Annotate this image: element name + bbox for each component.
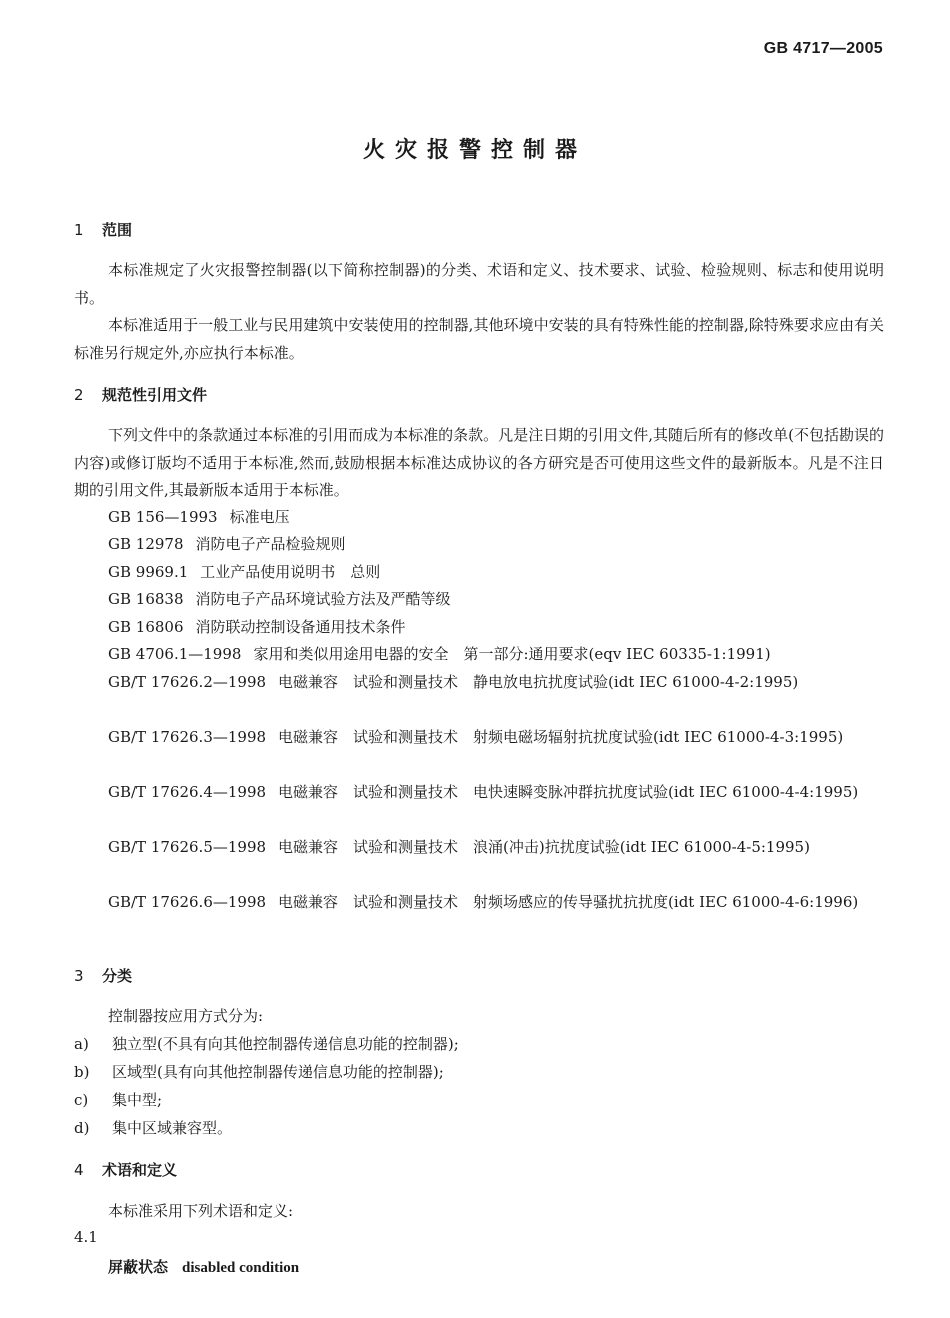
section-title: 分类 xyxy=(102,967,133,985)
reference-title: 电磁兼容 试验和测量技术 浪涌(冲击)抗扰度试验(idt IEC 61000-4-5:1995) xyxy=(278,838,810,856)
reference-title: 电磁兼容 试验和测量技术 射频场感应的传导骚扰抗扰度(idt IEC 61000-4-6:1996) xyxy=(278,893,859,911)
reference-code: GB/T 17626.3—1998 xyxy=(108,728,267,746)
subsection-number: 4.1 xyxy=(74,1228,98,1246)
section-title: 规范性引用文件 xyxy=(102,386,208,404)
reference-item xyxy=(108,586,451,614)
reference-code: GB/T 17626.2—1998 xyxy=(108,673,267,691)
reference-item xyxy=(108,641,771,669)
reference-item xyxy=(74,834,884,862)
reference-title: 工业产品使用说明书 总则 xyxy=(200,563,381,581)
term-entry xyxy=(108,1256,299,1277)
term-english: disabled condition xyxy=(182,1260,300,1276)
reference-title: 电磁兼容 试验和测量技术 电快速瞬变脉冲群抗扰度试验(idt IEC 61000-4-4:1995) xyxy=(278,783,859,801)
reference-code: GB 16838 xyxy=(108,590,184,608)
standard-code: GB 4717—2005 xyxy=(763,40,883,57)
reference-item xyxy=(108,559,380,587)
section-4-intro: 本标准采用下列术语和定义: xyxy=(108,1202,294,1220)
list-label: a) xyxy=(74,1035,89,1053)
list-item xyxy=(74,1061,444,1082)
section-number: 2 xyxy=(74,386,84,404)
reference-code: GB/T 17626.4—1998 xyxy=(108,783,267,801)
section-3-heading xyxy=(74,965,132,986)
section-title: 范围 xyxy=(102,221,133,239)
list-text: 集中型; xyxy=(112,1091,163,1109)
document-title: 火灾报警控制器 xyxy=(362,138,587,163)
reference-code: GB/T 17626.5—1998 xyxy=(108,838,267,856)
reference-item xyxy=(74,889,884,917)
list-item xyxy=(74,1117,232,1138)
reference-item xyxy=(108,614,406,642)
reference-title: 消防电子产品环境试验方法及严酷等级 xyxy=(195,590,451,608)
reference-title: 电磁兼容 试验和测量技术 射频电磁场辐射抗扰度试验(idt IEC 61000-4-3:1995) xyxy=(278,728,844,746)
list-label: b) xyxy=(74,1063,90,1081)
reference-code: GB 12978 xyxy=(108,535,184,553)
reference-code: GB/T 17626.6—1998 xyxy=(108,893,267,911)
reference-code: GB 16806 xyxy=(108,618,184,636)
section-2-heading xyxy=(74,384,207,405)
section-4-heading xyxy=(74,1159,177,1180)
section-number: 3 xyxy=(74,967,84,985)
reference-title: 家用和类似用途用电器的安全 第一部分:通用要求(eqv IEC 60335-1:1991) xyxy=(253,645,771,663)
list-text: 区域型(具有向其他控制器传递信息功能的控制器); xyxy=(112,1063,444,1081)
section-2-intro: 下列文件中的条款通过本标准的引用而成为本标准的条款。凡是注日期的引用文件,其随后所有的修改单(不包括勘误的内容)或修订版均不适用于本标准,然而,鼓励根据本标准达成协议的各方研究是否可使用这些文件的最新版本。凡是不注日期的引用文件,其最新版本适用于本标准。 xyxy=(74,426,884,499)
reference-code: GB 156—1993 xyxy=(108,508,218,526)
reference-item xyxy=(74,724,884,752)
list-text: 独立型(不具有向其他控制器传递信息功能的控制器); xyxy=(112,1035,459,1053)
reference-title: 消防电子产品检验规则 xyxy=(195,535,346,553)
reference-code: GB 9969.1 xyxy=(108,563,189,581)
reference-item xyxy=(108,531,346,559)
reference-title: 标准电压 xyxy=(229,508,290,526)
reference-item xyxy=(74,669,884,697)
list-label: c) xyxy=(74,1091,89,1109)
term-chinese: 屏蔽状态 xyxy=(108,1258,169,1276)
section-1-heading xyxy=(74,219,132,240)
section-number: 1 xyxy=(74,221,84,239)
list-item xyxy=(74,1089,162,1110)
section-3-intro: 控制器按应用方式分为: xyxy=(108,1007,264,1025)
list-item xyxy=(74,1033,459,1054)
section-title: 术语和定义 xyxy=(102,1161,178,1179)
list-label: d) xyxy=(74,1119,90,1137)
reference-item xyxy=(74,779,884,807)
section-number: 4 xyxy=(74,1161,84,1179)
section-1-paragraph-1: 本标准规定了火灾报警控制器(以下简称控制器)的分类、术语和定义、技术要求、试验、检验规则、标志和使用说明书。 xyxy=(74,261,884,307)
list-text: 集中区域兼容型。 xyxy=(112,1119,233,1137)
reference-title: 消防联动控制设备通用技术条件 xyxy=(195,618,406,636)
section-1-paragraph-2: 本标准适用于一般工业与民用建筑中安装使用的控制器,其他环境中安装的具有特殊性能的控制器,除特殊要求应由有关标准另行规定外,亦应执行本标准。 xyxy=(74,316,884,362)
reference-title: 电磁兼容 试验和测量技术 静电放电抗扰度试验(idt IEC 61000-4-2:1995) xyxy=(278,673,799,691)
reference-code: GB 4706.1—1998 xyxy=(108,645,242,663)
reference-item xyxy=(108,504,290,532)
